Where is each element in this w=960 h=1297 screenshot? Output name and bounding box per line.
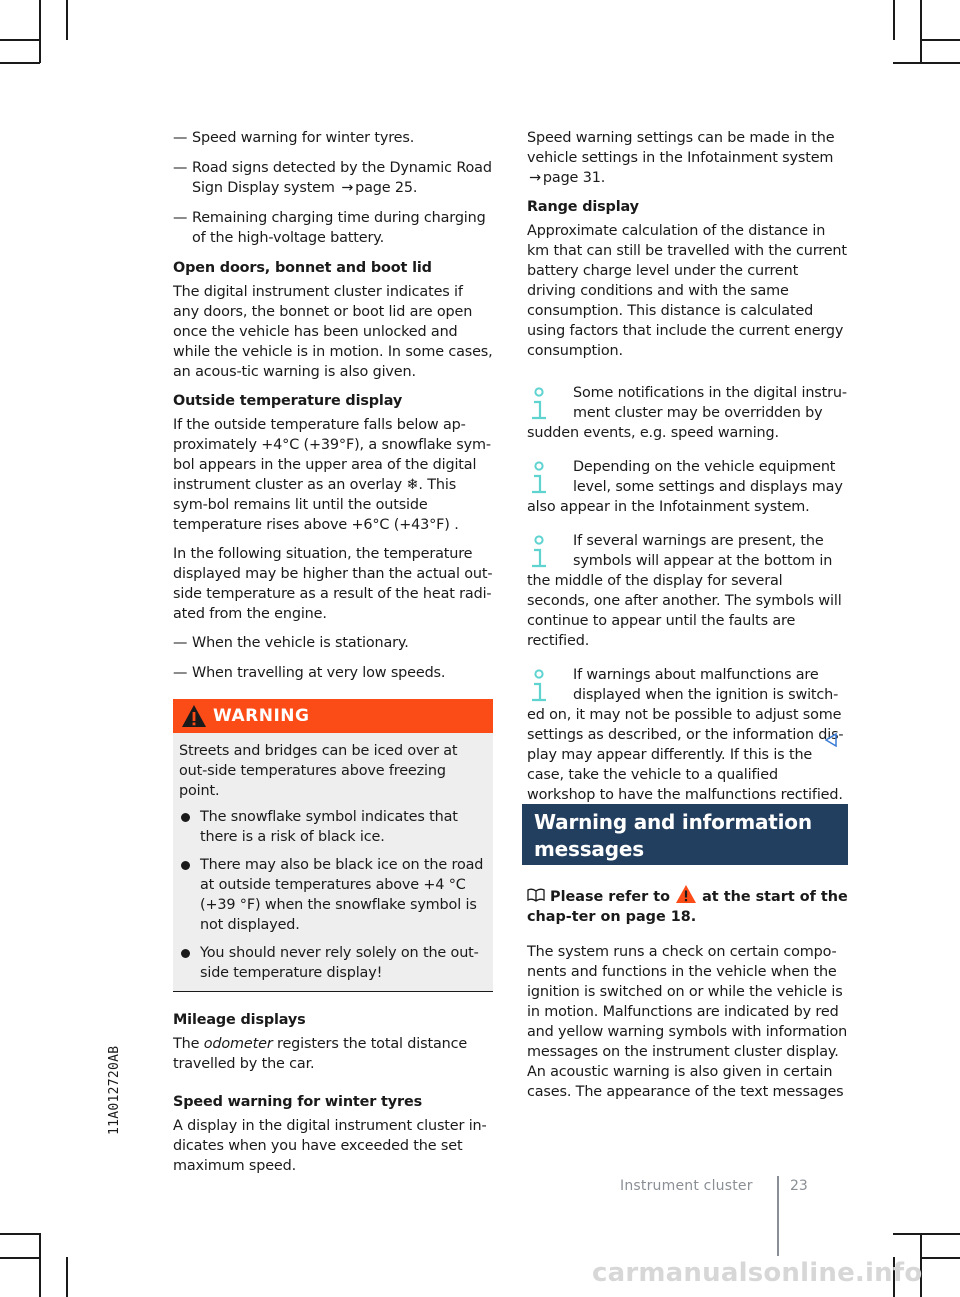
cross-reference-arrow-icon: → xyxy=(529,170,541,186)
info-note: Depending on the vehicle equipment level, some settings and displays may also appear in the Infotainment system. xyxy=(527,459,843,515)
crop-mark xyxy=(39,1233,41,1297)
crop-mark xyxy=(893,1233,960,1235)
page-reference[interactable]: page 25. xyxy=(355,180,418,196)
page-reference[interactable]: page 31. xyxy=(542,170,606,186)
section-heading: Open doors, bonnet and boot lid xyxy=(173,260,432,276)
paragraph: In the following situation, the temperature displayed may be higher than the actual out-side temperature as a result of the heat radi-ated from the engine. xyxy=(173,546,493,622)
section-heading: Speed warning for winter tyres xyxy=(173,1094,422,1110)
paragraph: If the outside temperature falls below ap-proximately +4°C (+39°F), a snowflake sym-bol appears in the upper area of the digital instrument cluster as an overlay ❄. This sym-bol remains lit until the outside temperature rises above +6°C (+43°F) . xyxy=(173,417,491,533)
info-note: Some notifications in the digital instru- ment cluster may be overridden by sudden events, e.g. speed warning. xyxy=(527,385,847,441)
warning-triangle-icon xyxy=(675,884,697,904)
paragraph: The digital instrument cluster indicates if any doors, the bonnet or boot lid are open once the vehicle has been unlocked and while the vehicle is in motion. In some cases, an acous-tic warning is also given. xyxy=(173,284,493,380)
crop-mark xyxy=(893,62,960,64)
crop-mark xyxy=(0,1233,40,1235)
footer-section-label: Instrument cluster xyxy=(620,1178,753,1194)
section-title: Warning and information messages xyxy=(522,804,848,865)
crop-mark xyxy=(893,0,895,40)
warning-triangle-icon xyxy=(181,704,207,728)
info-icon xyxy=(529,461,547,497)
paragraph: Approximate calculation of the distance in km that can still be travelled with the current battery charge level under the current driving conditions and with the same consumption. This distance is calculated using factors that include the current energy consumption. xyxy=(527,223,847,359)
warning-header xyxy=(173,699,493,733)
section-heading: Outside temperature display xyxy=(173,393,403,409)
section-heading: Range display xyxy=(527,199,639,215)
paragraph: Speed warning settings can be made in the vehicle settings in the Infotainment system → page 31. xyxy=(527,130,835,186)
book-icon xyxy=(527,888,545,902)
warning-box xyxy=(173,699,493,992)
info-note: If several warnings are present, the symbols will appear at the bottom in the middle of the display for several seconds, one after another. The symbols will continue to appear until the faults are rectified. xyxy=(527,533,842,649)
crop-mark xyxy=(66,0,68,40)
crop-mark xyxy=(920,1257,960,1259)
crop-mark xyxy=(66,1257,68,1297)
list-item: — Road signs detected by the Dynamic Road Sign Display system → page 25. xyxy=(173,158,493,198)
crop-mark xyxy=(920,39,960,41)
crop-mark xyxy=(39,0,41,63)
crop-mark xyxy=(0,39,40,41)
cross-reference-arrow-icon: → xyxy=(341,180,354,196)
paragraph: A display in the digital instrument cluster in-dicates when you have exceeded the set maximum speed. xyxy=(173,1118,487,1174)
end-of-section-icon xyxy=(825,733,837,747)
paragraph: The system runs a check on certain compo-nents and functions in the vehicle when the ignition is switched on or while the vehicle is in motion. Malfunctions are indicated by red and yellow warning symbols with information messages on the instrument cluster display. An acoustic warning is also given in certain cases. The appearance of the text messages xyxy=(527,944,848,1100)
paragraph: The odometer registers the total distance travelled by the car. xyxy=(173,1036,468,1072)
warning-body xyxy=(173,733,493,992)
page-number: 23 xyxy=(790,1178,808,1194)
watermark: carmanualsonline.info xyxy=(592,1258,923,1288)
info-icon xyxy=(529,387,547,423)
crop-mark xyxy=(0,62,40,64)
footer-divider xyxy=(777,1176,779,1256)
snowflake-icon: ❄ xyxy=(406,477,419,493)
list-item: — When the vehicle is stationary. xyxy=(173,633,493,653)
list-item: — Remaining charging time during charging of the high-voltage battery. xyxy=(173,208,493,248)
warning-item: There may also be black ice on the road at outside temperatures above +4 °C (+39 °F) when the snowflake symbol is not displayed. xyxy=(179,855,487,935)
warning-intro: Streets and bridges can be iced over at out-side temperatures above freezing point. xyxy=(179,743,458,799)
warning-item: The snowflake symbol indicates that there is a risk of black ice. xyxy=(179,807,487,847)
warning-title: WARNING xyxy=(213,706,310,726)
list-item: — Speed warning for winter tyres. xyxy=(173,128,493,148)
section-heading: Mileage displays xyxy=(173,1012,306,1028)
warning-item: You should never rely solely on the out-side temperature display! xyxy=(179,943,487,983)
crop-mark xyxy=(0,1257,40,1259)
term-odometer: odometer xyxy=(203,1036,273,1052)
document-code: 11A012720AB xyxy=(107,1045,122,1135)
refer-note: Please refer to at the start of the chap-ter on page 18. xyxy=(527,884,848,927)
info-icon xyxy=(529,669,547,705)
list-item: — When travelling at very low speeds. xyxy=(173,663,493,683)
crop-mark xyxy=(920,0,922,63)
info-note: If warnings about malfunctions are displayed when the ignition is switch- ed on, it may not be possible to adjust some settings as described, or the information dis-play may appear differently. If this is the case, take the vehicle to a qualified workshop to have the malfunctions rectified. xyxy=(527,667,844,803)
left-column xyxy=(173,128,493,1185)
info-icon xyxy=(529,535,547,571)
right-column xyxy=(527,128,848,819)
